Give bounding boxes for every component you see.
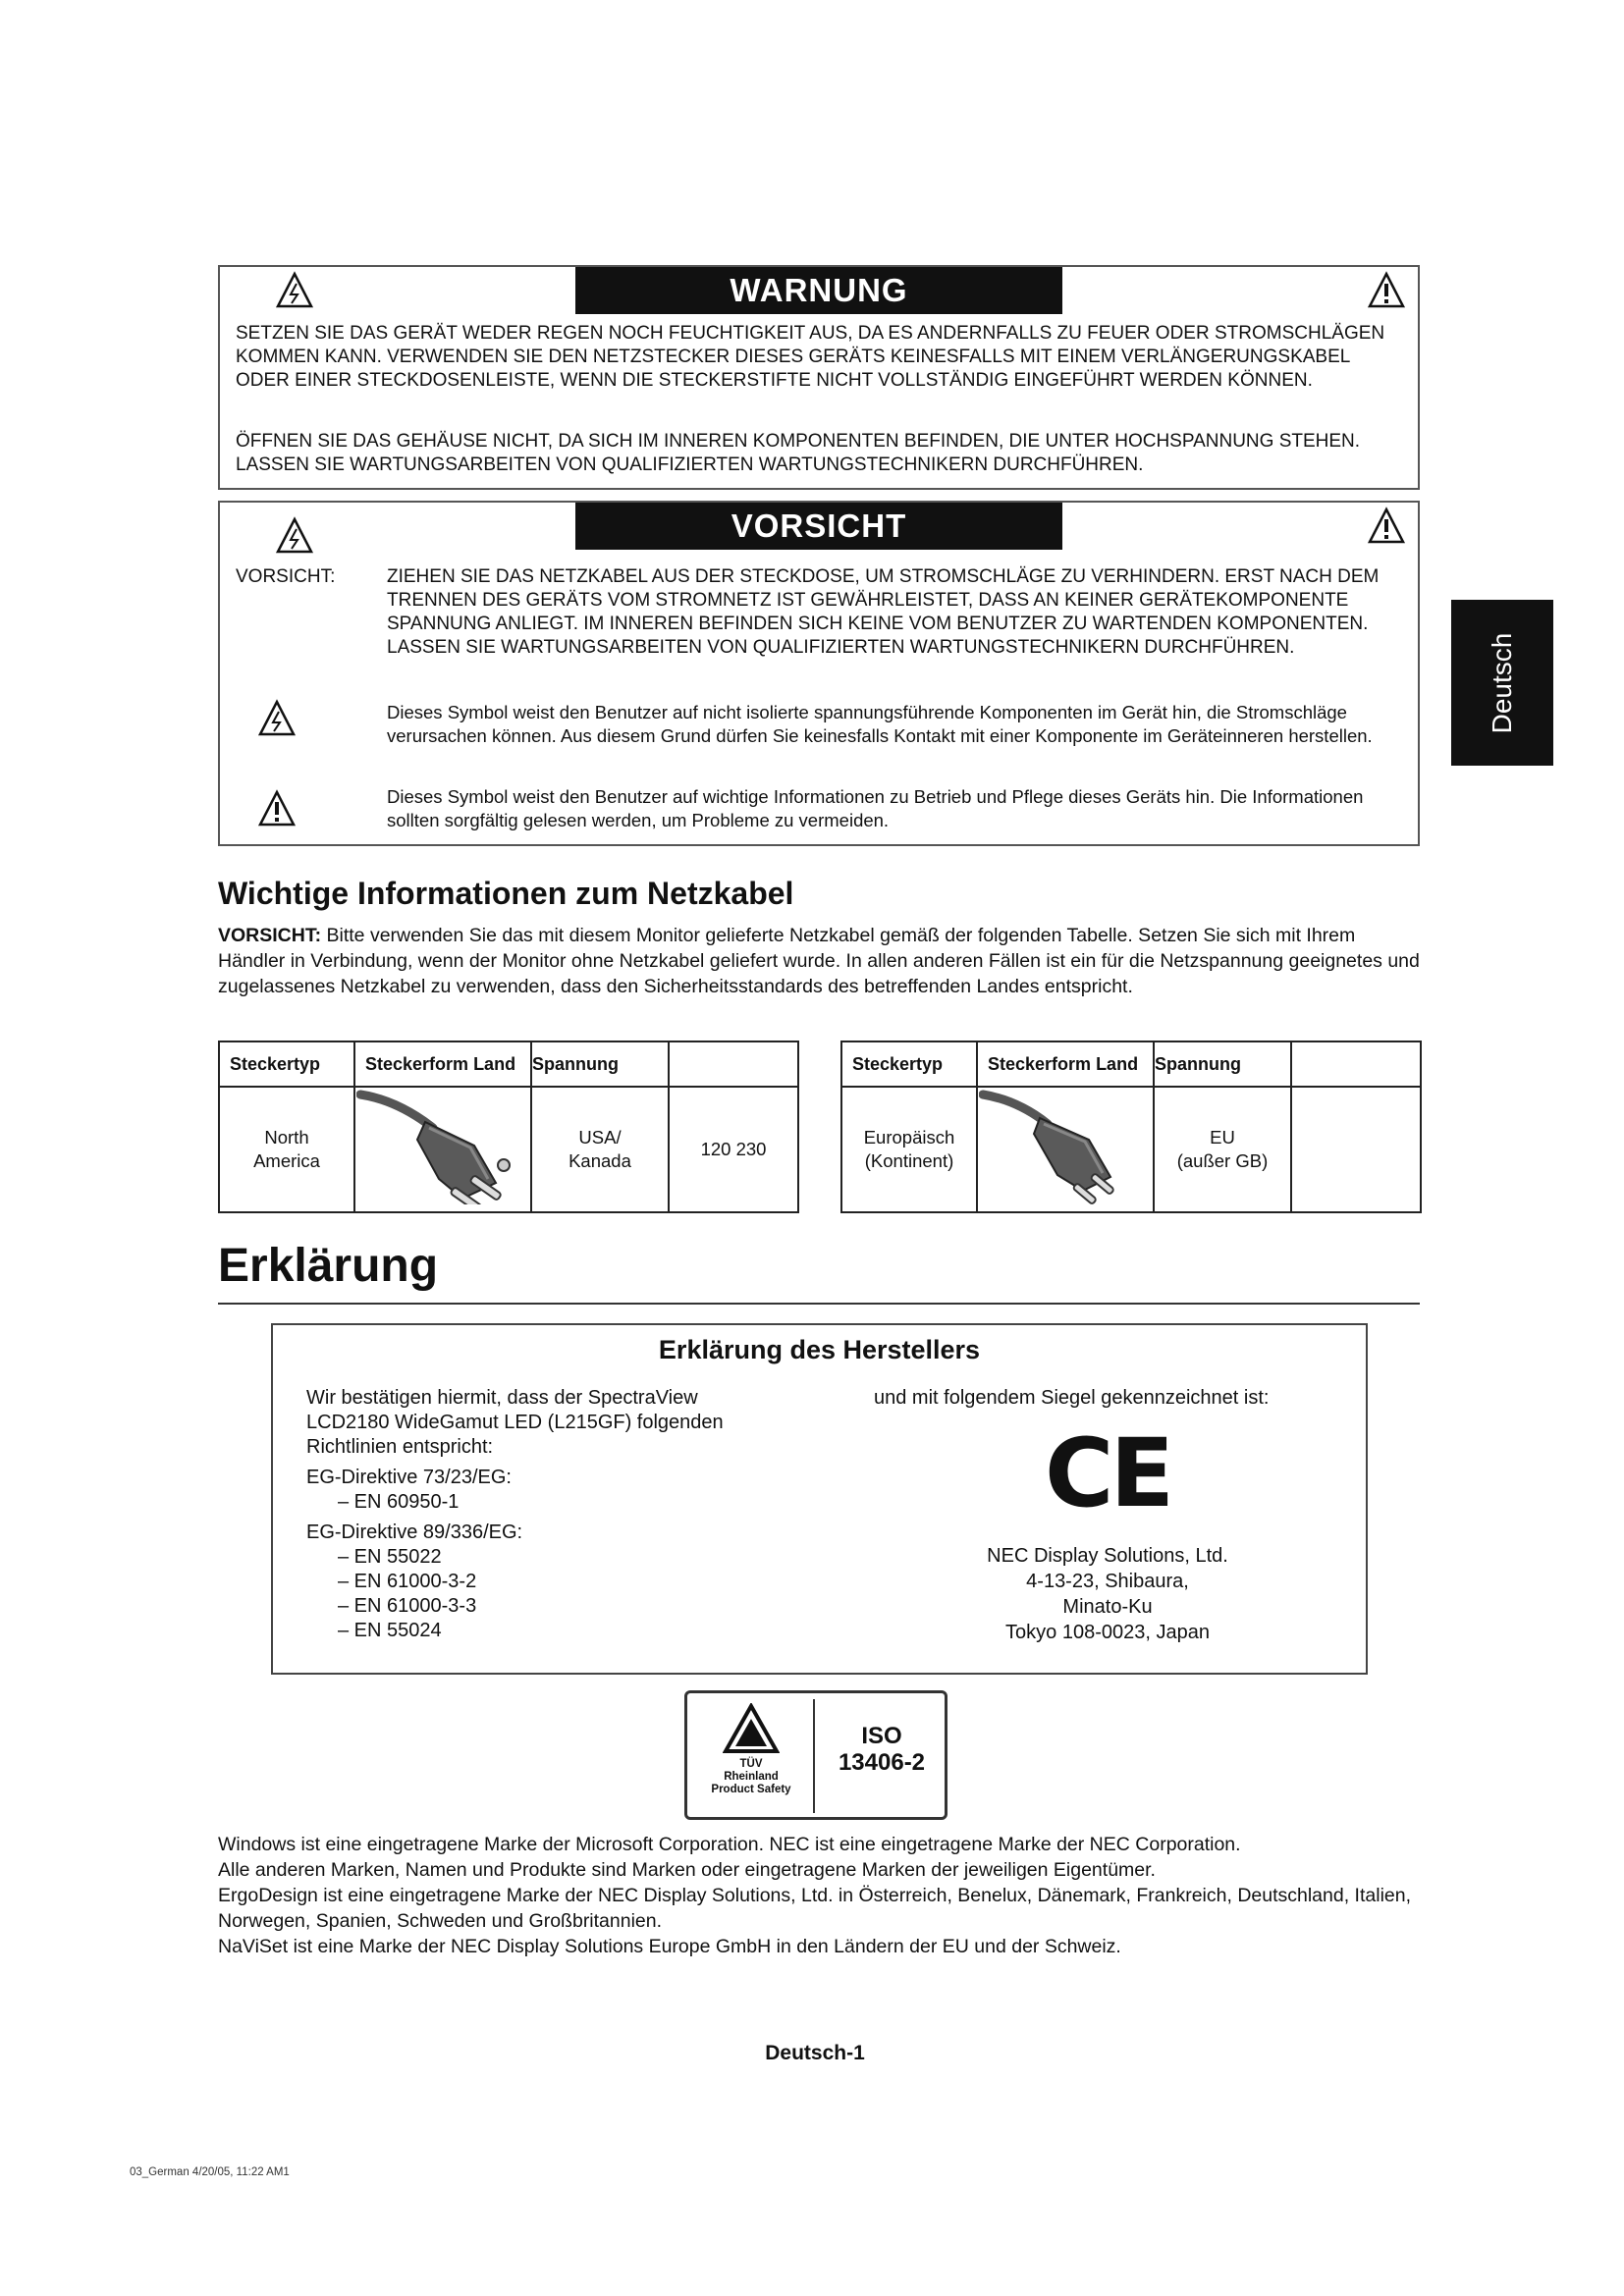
certification-logo <box>684 1690 947 1820</box>
symbol-2-description: Dieses Symbol weist den Benutzer auf wichtige Informationen zu Betrieb und Pflege dieses Geräts hin. Die Informationen sollten sorgfältig gelesen werden, um Probleme zu vermeiden. <box>387 786 1364 830</box>
company-line: Tokyo 108-0023, Japan <box>1005 1622 1210 1643</box>
directive-1: EG-Direktive 73/23/EG: <box>306 1467 512 1488</box>
power-cord-heading: Wichtige Informationen zum Netzkabel <box>218 876 794 911</box>
land-cell: EU (außer GB) <box>1154 1087 1291 1212</box>
caution-main-text: ZIEHEN SIE DAS NETZKABEL AUS DER STECKDOSE, UM STROMSCHLÄGE ZU VERHINDERN. ERST NACH DEM TRENNEN DES GERÄTS VOM STROMNETZ IST GEWÄHRLEISTET, DASS AN KEINER GERÄTEKOMPONENTE SPANNUNG ANLIEGT. IM INNEREN BEFINDEN SICH KEINE VOM BENUTZER ZU WARTENDEN KOMPONENTEN. LASSEN SIE WARTUNGSARBEITEN VON QUALIFIZIERTEN WARTUNGSTECHNIKERN DURCHFÜHREN. <box>387 566 1380 658</box>
company-address <box>862 1543 1353 1645</box>
power-cord-text: Bitte verwenden Sie das mit diesem Monitor gelieferte Netzkabel gemäß der folgenden Tabelle. Setzen Sie sich mit Ihrem Händler in Verbindung, wenn der Monitor ohne Netzkabel geliefert wurde. In allen anderen Fällen ist ein für die Netzspannung geeignetes und zugelassenes Netzkabel zu verwenden, dass den Sicherheitsstandards des betreffenden Landes entspricht. <box>218 925 1420 997</box>
language-tab-label: Deutsch <box>1487 632 1517 733</box>
header-voltage: Spannung <box>531 1041 669 1087</box>
header-empty <box>669 1041 798 1087</box>
company-line: 4-13-23, Shibaura, <box>1026 1571 1189 1592</box>
declaration-box-title: Erklärung des Herstellers <box>658 1335 981 1364</box>
lightning-warning-icon <box>275 271 314 310</box>
power-cord-intro <box>218 923 1420 999</box>
exclamation-symbol-icon <box>257 789 297 828</box>
manufacturer-declaration-box <box>271 1323 1368 1675</box>
exclamation-warning-icon <box>1367 271 1406 310</box>
power-cord-caution-lead: VORSICHT: <box>218 925 322 946</box>
seal-text: und mit folgendem Siegel gekennzeichnet ist: <box>874 1387 1270 1409</box>
plug-image-cell <box>354 1087 531 1212</box>
warning-paragraph-2: ÖFFNEN SIE DAS GEHÄUSE NICHT, DA SICH IM INNEREN KOMPONENTEN BEFINDEN, DIE UNTER HOCHSPANNUNG STEHEN. LASSEN SIE WARTUNGSARBEITEN VON QUALIFIZIERTEN WARTUNGSTECHNIKERN DURCHFÜHREN. <box>236 431 1361 475</box>
directive-2-item: – EN 61000-3-3 <box>338 1595 477 1617</box>
directive-2-item: – EN 61000-3-2 <box>338 1571 477 1592</box>
company-line: NEC Display Solutions, Ltd. <box>987 1545 1228 1567</box>
exclamation-warning-icon <box>1367 507 1406 546</box>
header-plug-shape: Steckerform Land <box>977 1041 1154 1087</box>
intro-line-1: Wir bestätigen hiermit, dass der SpectraView <box>306 1387 698 1409</box>
trademark-line: NaViSet ist eine Marke der NEC Display Solutions Europe GmbH in den Ländern der EU und der Schweiz. <box>218 1936 1121 1957</box>
voltage-cell <box>1291 1087 1421 1212</box>
ce-mark: CE <box>1044 1418 1171 1528</box>
land-cell: USA/ Kanada <box>531 1087 669 1212</box>
iso-text: ISO 13406-2 <box>838 1723 926 1776</box>
trademark-line: Windows ist eine eingetragene Marke der Microsoft Corporation. NEC ist eine eingetragene Marke der NEC Corporation. <box>218 1834 1241 1855</box>
plug-type-cell: North America <box>219 1087 354 1212</box>
plug-image-cell <box>977 1087 1154 1212</box>
file-info: 03_German 4/20/05, 11:22 AM1 <box>130 2166 290 2178</box>
plug-table-north-america <box>218 1041 799 1213</box>
caution-banner: VORSICHT <box>575 503 1062 550</box>
tuv-text: TÜV Rheinland Product Safety <box>711 1758 791 1795</box>
symbol-1-description: Dieses Symbol weist den Benutzer auf nicht isolierte spannungsführende Komponenten im Gerät hin, die Stromschläge verursachen können. Aus diesem Grund dürfen Sie keinesfalls Kontakt mit einer Komponente im Geräteinneren herstellen. <box>387 702 1373 746</box>
eu-plug-image <box>979 1089 1152 1204</box>
warning-paragraph-1: SETZEN SIE DAS GERÄT WEDER REGEN NOCH FEUCHTIGKEIT AUS, DA ES ANDERNFALLS ZU FEUER ODER STROMSCHLÄGEN KOMMEN KANN. VERWENDEN SIE DEN NETZSTECKER DIESES GERÄTS KEINESFALLS MIT EINEM VERLÄNGERUNGSKABEL ODER EINER STECKDOSENLEISTE, WENN DIE STECKERSTIFTE NICHT VOLLSTÄNDIG EINGEFÜHRT WERDEN KÖNNEN. <box>236 323 1385 391</box>
page-number: Deutsch-1 <box>765 2042 865 2064</box>
heading-divider <box>218 1303 1420 1305</box>
header-voltage: Spannung <box>1154 1041 1291 1087</box>
language-tab <box>1451 600 1553 766</box>
plug-table-europe <box>840 1041 1422 1213</box>
tuv-triangle-icon <box>723 1703 780 1754</box>
lightning-warning-icon <box>275 516 314 556</box>
trademark-notices <box>218 1832 1426 1959</box>
directive-2-item: – EN 55022 <box>338 1546 442 1568</box>
header-empty <box>1291 1041 1421 1087</box>
directive-2: EG-Direktive 89/336/EG: <box>306 1522 523 1543</box>
tuv-divider <box>813 1699 815 1813</box>
company-line: Minato-Ku <box>1062 1596 1153 1618</box>
declaration-left-column <box>306 1386 817 1643</box>
header-plug-type: Steckertyp <box>841 1041 977 1087</box>
directive-1-item: – EN 60950-1 <box>338 1491 460 1513</box>
lightning-symbol-icon <box>257 699 297 738</box>
warning-banner: WARNUNG <box>575 267 1062 314</box>
plug-type-cell: Europäisch (Kontinent) <box>841 1087 977 1212</box>
directive-2-item: – EN 55024 <box>338 1620 442 1641</box>
us-plug-image <box>356 1089 529 1204</box>
intro-line-2: LCD2180 WideGamut LED (L215GF) folgenden <box>306 1412 724 1433</box>
intro-line-3: Richtlinien entspricht: <box>306 1436 494 1458</box>
caution-box <box>218 501 1420 846</box>
declaration-heading: Erklärung <box>218 1240 439 1292</box>
header-plug-type: Steckertyp <box>219 1041 354 1087</box>
trademark-line: Alle anderen Marken, Namen und Produkte sind Marken oder eingetragene Marken der jeweiligen Eigentümer. <box>218 1859 1156 1881</box>
caution-label: VORSICHT: <box>236 566 336 587</box>
voltage-cell: 120 230 <box>669 1087 798 1212</box>
header-plug-shape: Steckerform Land <box>354 1041 531 1087</box>
warning-box <box>218 265 1420 490</box>
trademark-line: ErgoDesign ist eine eingetragene Marke der NEC Display Solutions, Ltd. in Österreich, Benelux, Dänemark, Frankreich, Deutschland, Italien, Norwegen, Spanien, Schweden und Großbritannien. <box>218 1885 1412 1932</box>
